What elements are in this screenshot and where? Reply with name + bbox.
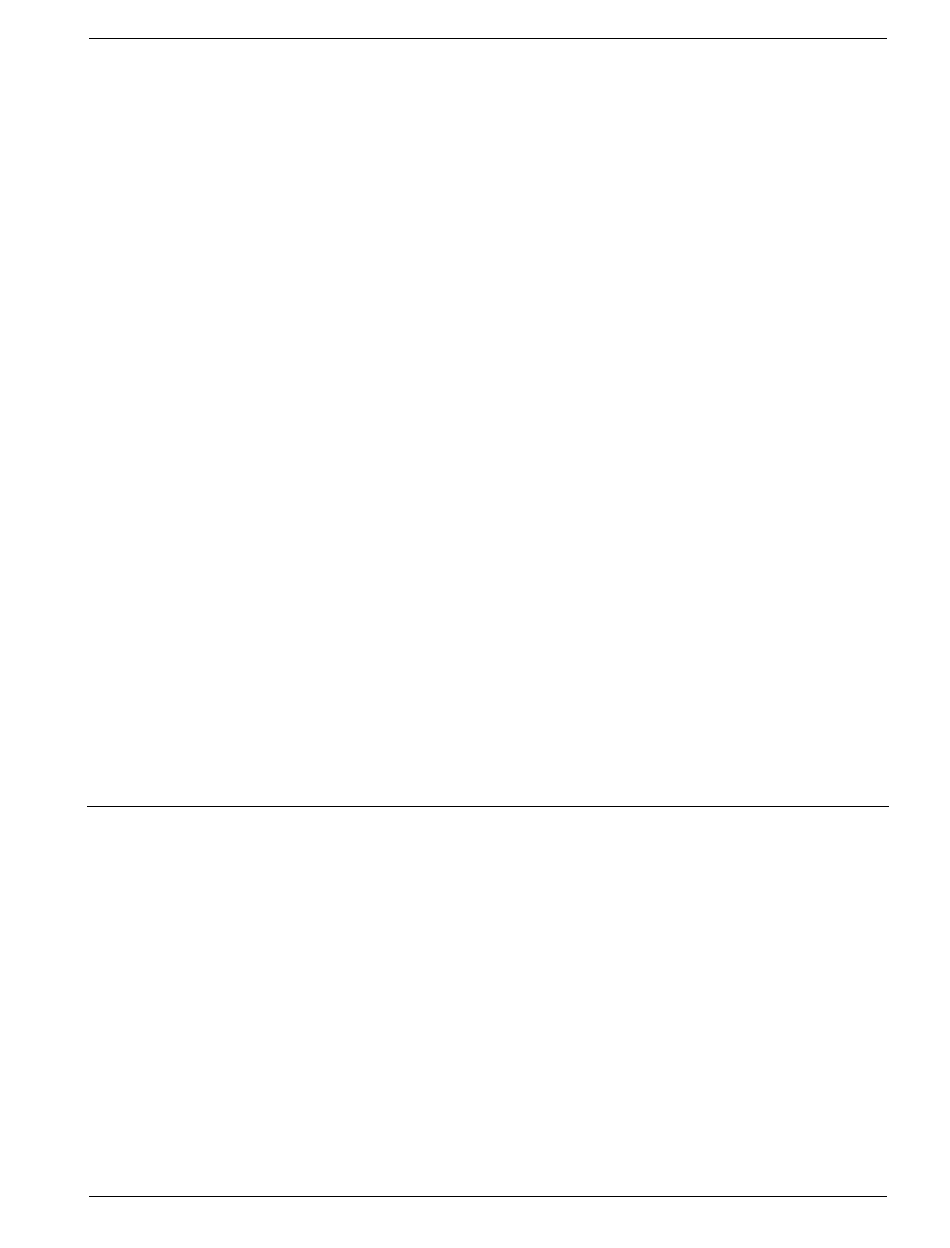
section-divider — [87, 806, 889, 807]
footer-page-info — [875, 1200, 887, 1226]
body-text-bottom — [326, 977, 888, 987]
page-header — [89, 10, 887, 39]
section-intro — [326, 857, 888, 867]
page-footer — [89, 1196, 887, 1222]
